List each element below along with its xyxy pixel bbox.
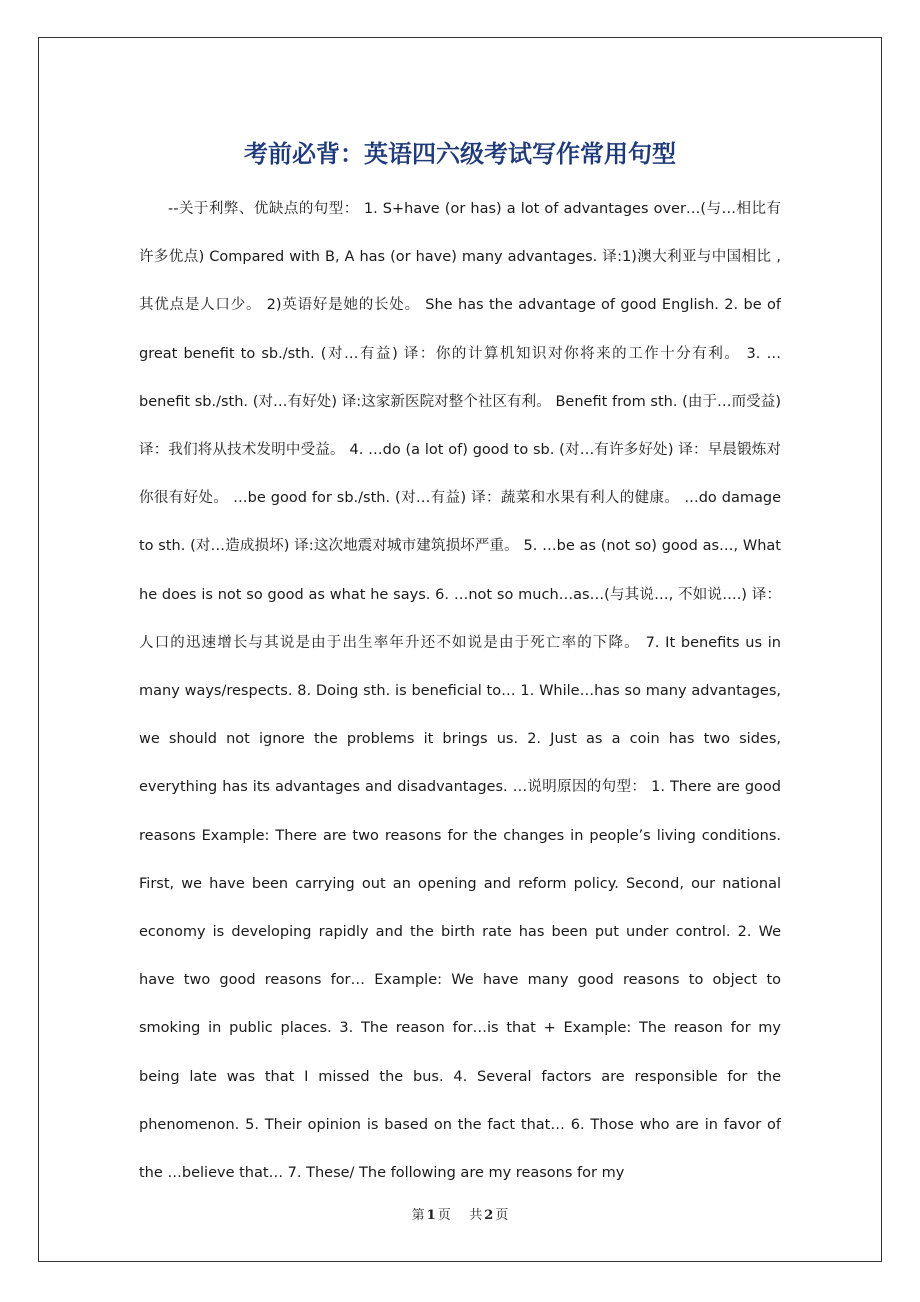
document-title: 考前必背：英语四六级考试写作常用句型 [244,140,676,169]
footer-total-prefix: 共 [469,1208,483,1223]
footer-page-word: 页 [437,1208,451,1223]
footer-prefix: 第 [411,1208,425,1223]
body-paragraph: --关于利弊、优缺点的句型： 1. S+have (or has) a lot of advantages over…(与…相比有许多优点) Compared with B, A has (or have) many advantages. 译:1)澳大利亚与中国相比 ,其优点是人口少。 2)英语好是她的长处。 She has the advantage of good English. 2. be of great benefit to sb./sth. (对…有益) 译：你的计算机知识对你将来的工作十分有利。 3. …benefit sb./sth. (对…有好处) 译:这家新医院对整个社区有利。 Benefit from sth. (由于…而受益) 译：我们将从技术发明中受益。 4. …do (a lot of) good to sb. (对…有许多好处) 译：早晨锻炼对你很有好处。 …be good for sb./sth. (对…有益) 译：蔬菜和水果有利人的健康。 …do damage to sth. (对…造成损坏) 译:这次地震对城市建筑损坏严重。 5. …be as (not so) good as…, What he does is not so good as what he says. 6. …not so much…as…(与其说…, 不如说….) 译：人口的迅速增长与其说是由于出生率年升还不如说是由于死亡率的下降。 7. It benefits us in many ways/respects. 8. Doing sth. is beneficial to… 1. While…has so many advantages, we should not ignore the problems it brings us. 2. Just as a coin has two sides, everything has its advantages and disadvantages. …说明原因的句型： 1. There are good reasons Example: There are two reasons for the changes in people’s living conditions. First, we have been carrying out an opening and reform policy. Second, our national economy is developing rapidly and the birth rate has been put under control. 2. We have two good reasons for… Example: We have many good reasons to object to smoking in public places. 3. The reason for…is that + Example: The reason for my being late was that I missed the bus. 4. Several factors are responsible for the phenomenon. 5. Their opinion is based on the fact that… 6. Those who are in favor of the …believe that… 7. These/ The following are my reasons for my [139,201,781,1182]
footer-total-pages: 2 [484,1208,494,1223]
page-footer [0,1206,920,1226]
footer-total-suffix: 页 [495,1208,509,1223]
footer-current-page: 1 [426,1208,436,1223]
